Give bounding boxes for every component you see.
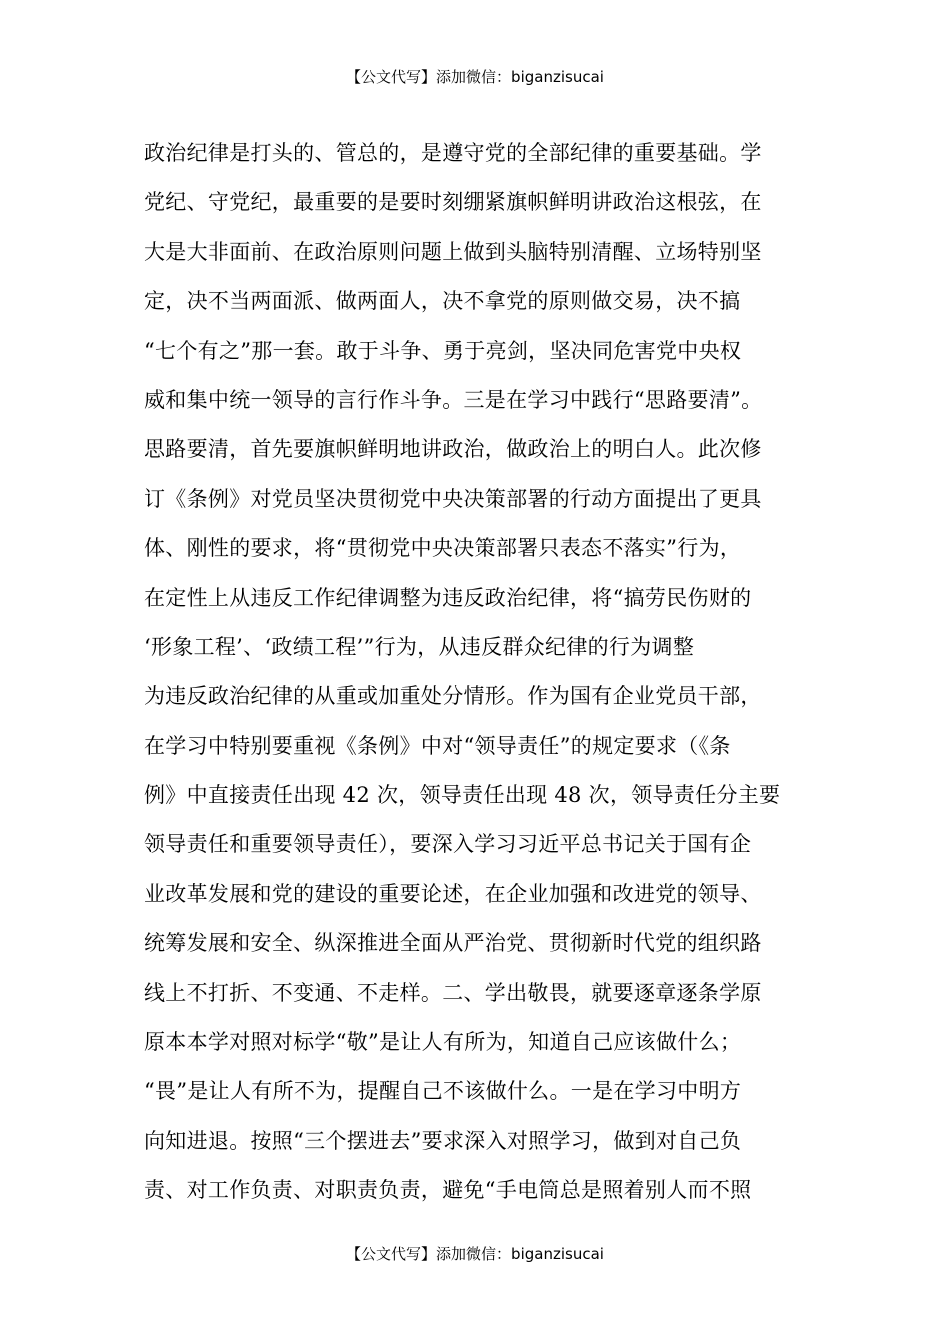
text-line: 原本本学对照对标学“敬”是让人有所为，知道自己应该做什么； (144, 1030, 742, 1055)
text-line: 威和集中统一领导的言行作斗争。三是在学习中践行“思路要清”。 (144, 387, 763, 412)
text-line: “七个有之”那一套。敢于斗争、勇于亮剑，坚决同危害党中央权 (144, 338, 742, 363)
text-line: 领导责任和重要领导责任），要深入学习习近平总书记关于国有企 (144, 832, 752, 857)
text-line: 订《条例》对党员坚决贯彻党中央决策部署的行动方面提出了更具 (144, 486, 762, 511)
text-line: 统筹发展和安全、纵深推进全面从严治党、贯彻新时代党的组织路 (144, 931, 762, 956)
text-line: 业改革发展和党的建设的重要论述，在企业加强和改进党的领导、 (144, 881, 762, 906)
document-body (144, 133, 844, 1220)
text-line: 思路要清，首先要旗帜鲜明地讲政治，做政治上的明白人。此次修 (144, 437, 762, 462)
text-line: 大是大非面前、在政治原则问题上做到头脑特别清醒、立场特别坚 (144, 239, 762, 264)
text-line: 定，决不当两面派、做两面人，决不拿党的原则做交易，决不搞 (144, 289, 741, 314)
text-line: “畏”是让人有所不为，提醒自己不该做什么。一是在学习中明方 (144, 1079, 742, 1104)
page-header: 【公文代写】添加微信：biganzisucai (346, 68, 604, 86)
text-line: 党纪、守党纪，最重要的是要时刻绷紧旗帜鲜明讲政治这根弦，在 (144, 190, 762, 215)
text-line: 体、刚性的要求，将“贯彻党中央决策部署只表态不落实”行为， (144, 536, 742, 561)
text-line: 为违反政治纪律的从重或加重处分情形。作为国有企业党员干部， (144, 684, 762, 709)
text-line: 在定性上从违反工作纪律调整为违反政治纪律，将“搞劳民伤财的 (144, 585, 752, 610)
text-line: 例》中直接责任出现 42 次，领导责任出现 48 次，领导责任分主要 (144, 783, 781, 808)
page-footer: 【公文代写】添加微信：biganzisucai (346, 1245, 604, 1263)
text-line: 向知进退。按照“三个摆进去”要求深入对照学习，做到对自己负 (144, 1128, 742, 1153)
text-line: 在学习中特别要重视《条例》中对“领导责任”的规定要求（《条 (144, 733, 731, 758)
text-line: ‘形象工程’、‘政绩工程’”行为，从违反群众纪律的行为调整 (144, 634, 695, 659)
text-line: 政治纪律是打头的、管总的，是遵守党的全部纪律的重要基础。学 (144, 141, 762, 165)
text-line: 线上不打折、不变通、不走样。二、学出敬畏，就要逐章逐条学原 (144, 980, 762, 1005)
text-line: 责、对工作负责、对职责负责，避免“手电筒总是照着别人而不照 (144, 1178, 752, 1203)
